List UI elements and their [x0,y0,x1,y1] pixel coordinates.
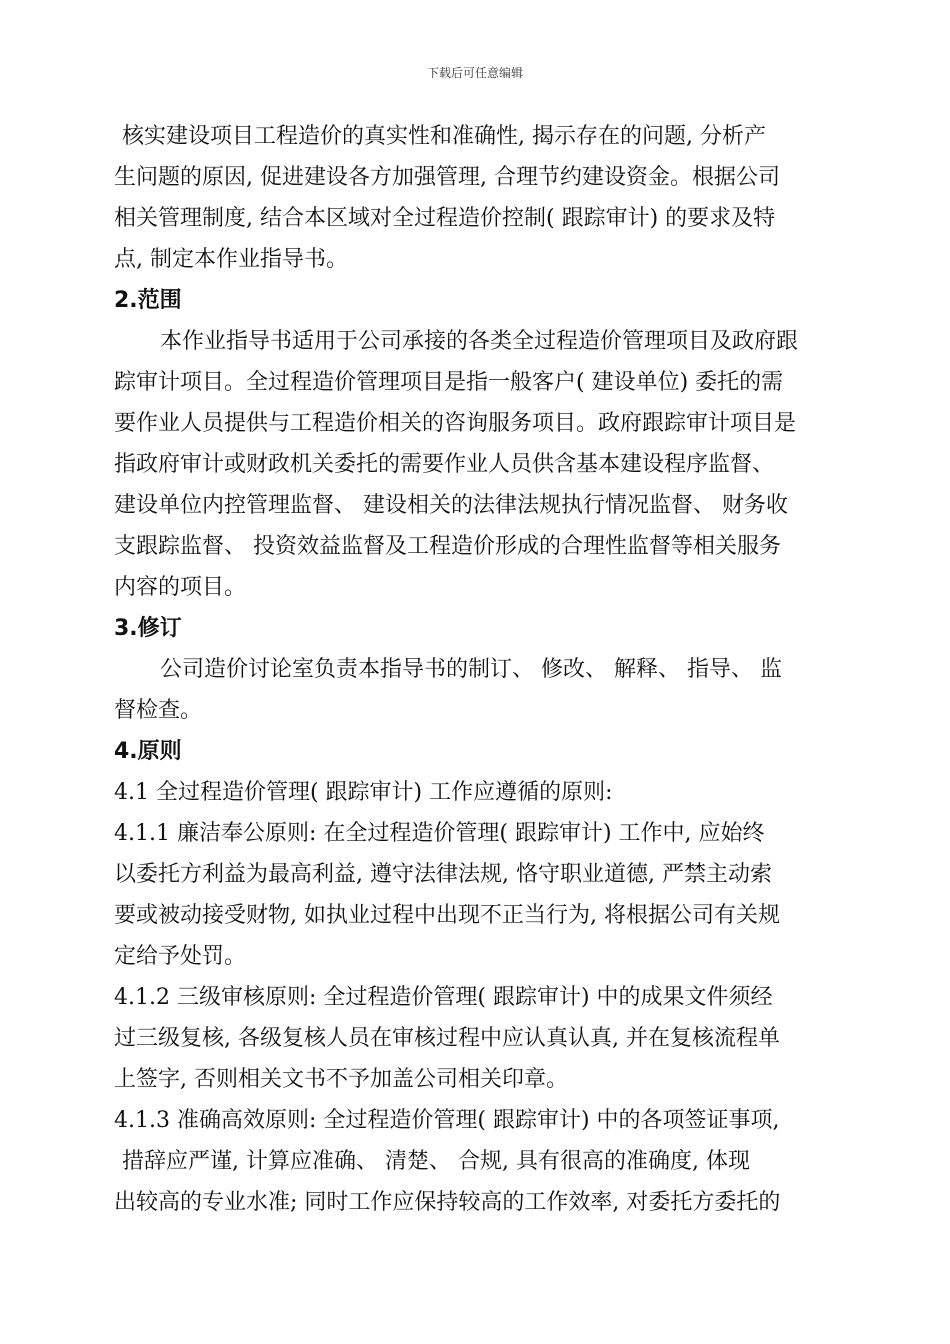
paragraph-line: 公司造价讨论室负责本指导书的制订、 修改、 解释、 指导、 监 [160,657,782,682]
paragraph-line: 内容的项目。 [114,575,247,600]
paragraph-line: 过三级复核, 各级复核人员在审核过程中应认真认真, 并在复核流程单 [114,1026,780,1051]
page-header: 下载后可任意编辑 [426,66,523,80]
paragraph-line: 4.1 全过程造价管理( 跟踪审计) 工作应遵循的原则: [114,780,613,805]
paragraph-line: 建设单位内控管理监督、 建设相关的法律法规执行情况监督、 财务收 [114,493,788,518]
paragraph-line: 督检查。 [114,698,203,723]
paragraph-line: 措辞应严谨, 计算应准确、 清楚、 合规, 具有很高的准确度, 体现 [122,1149,750,1174]
paragraph-line: 定给予处罚。 [114,944,247,969]
paragraph-line: 4.1.3 准确高效原则: 全过程造价管理( 跟踪审计) 中的各项签证事项, [114,1108,780,1133]
paragraph-line: 以委托方利益为最高利益, 遵守法律法规, 恪守职业道德, 严禁主动索 [114,862,772,887]
paragraph-line: 核实建设项目工程造价的真实性和准确性, 揭示存在的问题, 分析产 [122,124,766,149]
paragraph-line: 上签字, 否则相关文书不予加盖公司相关印章。 [114,1067,568,1092]
paragraph-line: 要或被动接受财物, 如执业过程中出现不正当行为, 将根据公司有关规 [114,903,780,928]
paragraph-line: 要作业人员提供与工程造价相关的咨询服务项目。政府跟踪审计项目是 [114,411,797,436]
paragraph-line: 生问题的原因, 促进建设各方加强管理, 合理节约建设资金。根据公司 [114,165,780,190]
section-heading: 3.修订 [114,616,182,641]
paragraph-line: 4.1.1 廉洁奉公原则: 在全过程造价管理( 跟踪审计) 工作中, 应始终 [114,821,765,846]
document-body [114,116,844,1223]
paragraph-line: 踪审计项目。全过程造价管理项目是指一般客户( 建设单位) 委托的需 [114,370,784,395]
paragraph-line: 本作业指导书适用于公司承接的各类全过程造价管理项目及政府跟 [160,329,799,354]
paragraph-line: 支跟踪监督、 投资效益监督及工程造价形成的合理性监督等相关服务 [114,534,781,559]
paragraph-line: 指政府审计或财政机关委托的需要作业人员供含基本建设程序监督、 [114,452,775,477]
paragraph-line: 出较高的专业水准; 同时工作应保持较高的工作效率, 对委托方委托的 [114,1190,781,1215]
section-heading: 4.原则 [114,739,182,764]
paragraph-line: 4.1.2 三级审核原则: 全过程造价管理( 跟踪审计) 中的成果文件须经 [114,985,773,1010]
section-heading: 2.范围 [114,288,182,313]
paragraph-line: 点, 制定本作业指导书。 [114,247,348,272]
paragraph-line: 相关管理制度, 结合本区域对全过程造价控制( 跟踪审计) 的要求及特 [114,206,776,231]
